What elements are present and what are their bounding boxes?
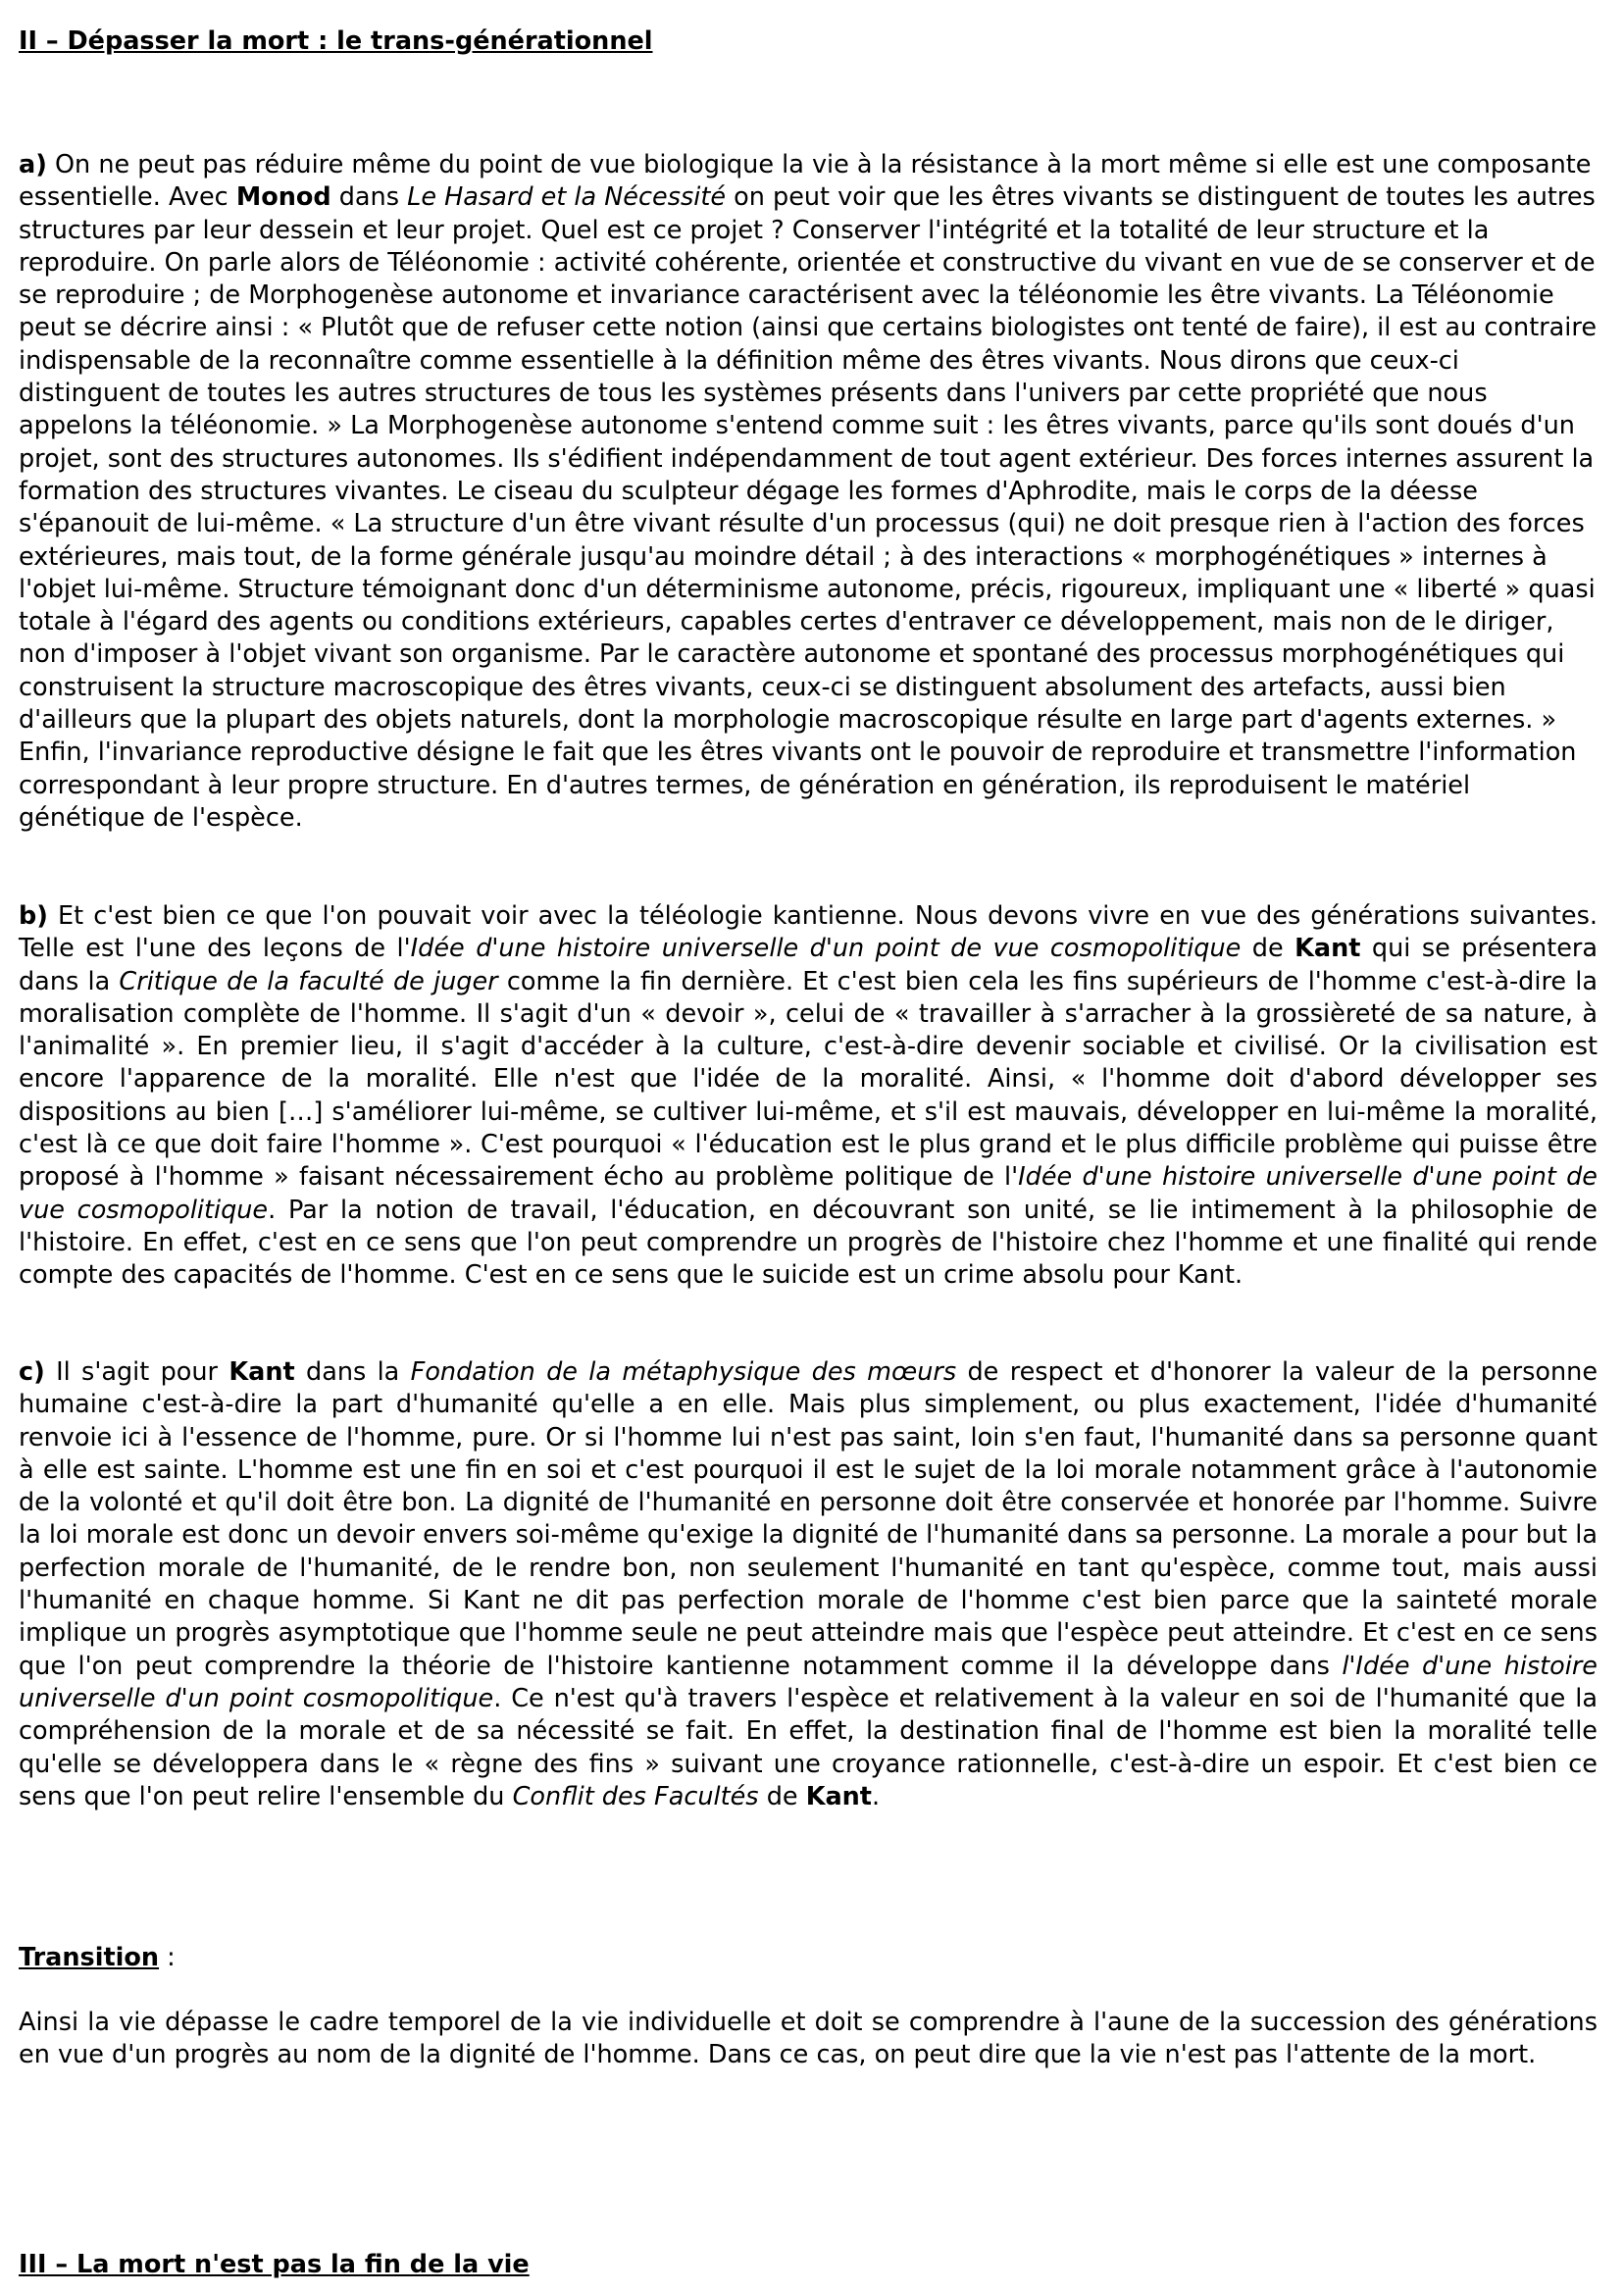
paragraph-c: [19, 1356, 1598, 1813]
paragraph-b-text-1: Et c'est bien ce que l'on pouvait voir avec la téléologie kantienne. Nous devons vivre en vue des générations suivantes. Telle est l'une des leçons de l': [19, 901, 1598, 964]
paragraph-a: [19, 149, 1598, 835]
book-title-fondation: Fondation de la métaphysique des mœurs: [410, 1357, 957, 1387]
paragraph-b-text-4: comme la fin dernière. Et c'est bien cela les fins supérieurs de l'homme c'est-à-dire la moralisation complète de l'homme. Il s'agit d'un « devoir », celui de « travailler à s'arracher à la grossièreté de sa nature, à l'animalité ». En premier lieu, il s'agit d'accéder à la culture, c'est-à-dire devenir sociable et civilisé. Or la civilisation est encore l'apparence de la moralité. Elle n'est que l'idée de la moralité. Ainsi, « l'homme doit d'abord développer ses dispositions au bien […] s'améliorer lui-même, se cultiver lui-même, et s'il est mauvais, développer en lui-même la moralité, c'est là ce que doit faire l'homme ». C'est pourquoi « l'éducation est le plus grand et le plus difficile problème qui puisse être proposé à l'homme » faisant nécessairement écho au problème politique de l': [19, 966, 1598, 1193]
section-2-heading: II – Dépasser la mort : le trans-générationnel: [19, 26, 653, 56]
transition-paragraph: Ainsi la vie dépasse le cadre temporel de la vie individuelle et doit se comprendre à l'aune de la succession des générations en vue d'un progrès au nom de la dignité de l'homme. Dans ce cas, on peut dire que la vie n'est pas l'attente de la mort.: [19, 2008, 1598, 2070]
author-kant: Kant: [1294, 934, 1361, 964]
paragraph-c-text-3: de respect et d'honorer la valeur de la personne humaine c'est-à-dire la part d'humanité qu'elle a en elle. Mais plus simplement, ou plus exactement, l'idée d'humanité renvoie ici à l'essence de l'homme, pure. Or si l'homme lui n'est pas saint, loin s'en faut, l'humanité dans sa personne quant à elle est sainte. L'homme est une fin en soi et c'est pourquoi il est le sujet de la loi morale notamment grâce à l'autonomie de la volonté et qu'il doit être bon. La dignité de l'humanité en personne doit être conservée et honorée par l'homme. Suivre la loi morale est donc un devoir envers soi-même qu'exige la dignité de l'humanité dans sa personne. La morale a pour but la perfection morale de l'humanité, de le rendre bon, non seulement l'humanité en tant qu'espèce, comme tout, mais aussi l'humanité en chaque homme. Si Kant ne dit pas perfection morale de l'homme c'est bien parce que la sainteté morale implique un progrès asymptotique que l'homme seule ne peut atteindre mais que l'espèce peut atteindre. Et c'est en ce sens que l'on peut comprendre la théorie de l'histoire kantienne notamment comme il la développe dans: [19, 1357, 1599, 1681]
book-title-critique: Critique de la faculté de juger: [119, 966, 498, 996]
paragraph-c-label: c): [19, 1357, 45, 1387]
paragraph-c-text-4: . Ce n'est qu'à travers l'espèce et relativement à la valeur en soi de l'humanité que la compréhension de la morale et de sa nécessité se fait. En effet, la destination final de l'homme est bien la moralité telle qu'elle se développera dans le « règne des fins » suivant une croyance rationnelle, c'est-à-dire un espoir. Et c'est bien ce sens que l'on peut relire l'ensemble du: [19, 1683, 1598, 1811]
book-title-idee-3: l'Idée d'une histoire universelle d'un point cosmopolitique: [19, 1651, 1598, 1713]
paragraph-c-text-5: de: [758, 1781, 806, 1811]
book-title-hasard: Le Hasard et la Nécessité: [407, 182, 727, 213]
author-kant: Kant: [228, 1357, 295, 1387]
paragraph-c-text-6: .: [872, 1781, 881, 1811]
paragraph-b-text-5: . Par la notion de travail, l'éducation, en découvrant son unité, se lie intimement à la philosophie de l'histoire. En effet, c'est en ce sens que l'on peut comprendre un progrès de l'histoire chez l'homme et une finalité qui rende compte des capacités de l'homme. C'est en ce sens que le suicide est un crime absolu pour Kant.: [19, 1195, 1598, 1291]
book-title-idee-2: Idée d'une histoire universelle d'une point de vue cosmopolitique: [19, 1162, 1598, 1225]
author-kant-2: Kant: [805, 1781, 872, 1811]
paragraph-a-text-2: dans: [330, 182, 408, 213]
paragraph-b-label: b): [19, 901, 48, 931]
book-title-conflit: Conflit des Facultés: [512, 1781, 759, 1811]
author-monod: Monod: [235, 182, 331, 213]
transition-title: Transition: [19, 1943, 160, 1972]
paragraph-b-text-2: de: [1241, 934, 1295, 964]
transition-colon: :: [159, 1943, 176, 1972]
paragraph-b: [19, 900, 1598, 1293]
paragraph-a-label: a): [19, 150, 47, 179]
transition-heading: [19, 1942, 1598, 1974]
paragraph-b-text-3: qui se présentera dans la: [19, 934, 1598, 996]
paragraph-c-text-1: Il s'agit pour: [44, 1357, 229, 1387]
paragraph-a-text-1: On ne peut pas réduire même du point de vue biologique la vie à la résistance à la mort même si elle est une composante essentielle. Avec: [19, 150, 1592, 213]
paragraph-c-text-2: dans la: [294, 1357, 411, 1387]
paragraph-a-text-3: on peut voir que les êtres vivants se distinguent de toutes les autres structures par leur dessein et leur projet. Quel est ce projet ? Conserver l'intégrité et la totalité de leur structure et la reproduire. On parle alors de Téléonomie : activité cohérente, orientée et constructive du vivant en vue de se conserver et de se reproduire ; de Morphogenèse autonome et invariance caractérisent avec la téléonomie les être vivants. La Téléonomie peut se décrire ainsi : « Plutôt que de refuser cette notion (ainsi que certains biologistes ont tenté de faire), il est au contraire indispensable de la reconnaître comme essentielle à la définition même des êtres vivants. Nous dirons que ceux-ci distinguent de toutes les autres structures de tous les systèmes présents dans l'univers par cette propriété que nous appelons la téléonomie. » La Morphogenèse autonome s'entend comme suit : les êtres vivants, parce qu'ils sont doués d'un projet, sont des structures autonomes. Ils s'édifient indépendamment de tout agent extérieur. Des forces internes assurent la formation des structures vivantes. Le ciseau du sculpteur dégage les formes d'Aphrodite, mais le corps de la déesse s'épanouit de lui-même. « La structure d'un être vivant résulte d'un processus (qui) ne doit presque rien à l'action des forces extérieures, mais tout, de la forme générale jusqu'au moindre détail ; à des interactions « morphogénétiques » internes à l'objet lui-même. Structure témoignant donc d'un déterminisme autonome, précis, rigoureux, impliquant une « liberté » quasi totale à l'égard des agents ou conditions extérieurs, capables certes d'entraver ce développement, mais non de le diriger, non d'imposer à l'objet vivant son organisme. Par le caractère autonome et spontané des processus morphogénétiques qui construisent la structure macroscopique des êtres vivants, ceux-ci se distinguent absolument des artefacts, aussi bien d'ailleurs que la plupart des objets naturels, dont la morphologie macroscopique résulte en large part d'agents externes. » Enfin, l'invariance reproductive désigne le fait que les êtres vivants ont le pouvoir de reproduire et transmettre l'information correspondant à leur propre structure. En d'autres termes, de génération en génération, ils reproduisent le matériel génétique de l'espèce.: [19, 182, 1598, 833]
section-3-heading: III – La mort n'est pas la fin de la vie: [19, 2250, 530, 2279]
book-title-idee-1: Idée d'une histoire universelle d'un point de vue cosmopolitique: [410, 934, 1242, 964]
